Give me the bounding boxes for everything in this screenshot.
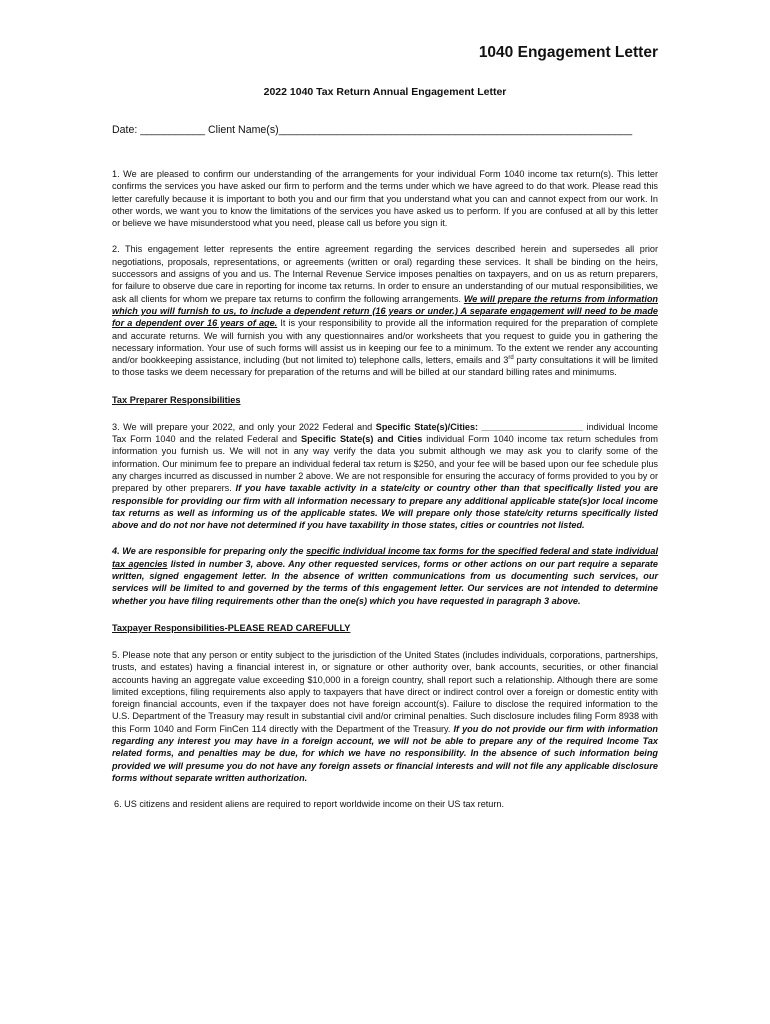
specific-states-cities-label: Specific State(s) and Cities <box>301 434 423 445</box>
paragraph-2 <box>112 243 658 378</box>
date-field[interactable]: Date: ___________ <box>112 124 206 136</box>
paragraph-1: 1. We are pleased to confirm our understanding of the arrangements for your individual Form 1040 income tax return(s). This letter confirms the services you have asked our firm to perform and the terms under which we have agreed to do that work. Please read this letter carefully because it is important to both you and our firm that you understand what you can and cannot expect from our work. In other words, we want you to know the limitations of the services you have asked us to perform. If you are confused at all by this letter or believe we have misunderstood what you need, please call us before you sign it. <box>112 169 658 229</box>
document-title: 1040 Engagement Letter <box>478 44 658 61</box>
engagement-letter-page <box>112 44 658 824</box>
client-name-field[interactable]: Client Name(s)____________________________________________________________ <box>205 124 633 136</box>
paragraph-2-text-d: party consultations it will be limited to those tasks we deem necessary for preparation of the returns and will be billed at our standard billing rates and minimums. <box>112 355 658 378</box>
ordinal-superscript: rd <box>508 355 514 362</box>
letter-subtitle: 2022 1040 Tax Return Annual Engagement Letter <box>263 86 507 98</box>
paragraph-4 <box>112 545 658 606</box>
paragraph-4-text-c: listed in number 3, above. Any other requested services, forms or other actions on our part require a separate written, signed engagement letter. In the absence of written communications from us documenting such services, our services will be limited to and governed by the terms of this engagement letter. Our services are not intended to determine whether you have filing requirements other than the one(s) which you have requested in paragraph 3 above. <box>112 558 659 606</box>
paragraph-3 <box>112 421 658 532</box>
paragraph-2-text-a: 2. This engagement letter represents the entire agreement regarding the services described herein and supersedes all prior negotiations, proposals, representations, or agreements (written or oral) regarding these services. It shall be binding on the heirs, successors and assigns of you and us. The Internal Revenue Service imposes penalties on taxpayers, and on us as return preparers, for failure to observe due care in reporting for income tax returns. In order to ensure an understanding of our mutual responsibilities, we ask all clients for whom we prepare tax returns to confirm the following arrangements. <box>112 244 658 304</box>
foreign-account-notice: If you do not provide our firm with information regarding any interest you may have in a foreign account, we will not be able to prepare any of the required Income Tax related forms, and penalties may be due, for which we have no responsibility. In the absence of such information being provided we will presume you do not have any foreign assets or financial interests and will not file any applicable disclosure forms without separate written authorization. <box>112 723 658 783</box>
paragraph-5 <box>112 649 658 784</box>
paragraph-3-text-a: 3. We will prepare your 2022, and only your 2022 Federal and <box>112 421 376 432</box>
date-client-line <box>112 124 658 136</box>
heading-taxpayer-responsibilities: Taxpayer Responsibilities-PLEASE READ CAREFULLY <box>112 622 351 633</box>
dependent-return-notice: We will prepare the returns from information which you will furnish to us, to include a dependent return (16 years or under.) A separate engagement will need to be made for a dependent over 16 years of age. <box>112 293 658 329</box>
paragraph-2-text-c: It is your responsibility to provide all the information required for the preparation of complete and accurate returns. We will furnish you with any questionnaires and/or worksheets that you request to guide you in gathering the necessary information. Your use of such forms will assist us in keeping our fee to a minimum. To the extent we render any accounting and/or bookkeeping assistance, including (but not limited to) telephone calls, letters, emails and 3 <box>112 318 659 366</box>
paragraph-6: 6. US citizens and resident aliens are required to report worldwide income on their US tax return. <box>114 799 505 810</box>
paragraph-5-text-a: 5. Please note that any person or entity subject to the jurisdiction of the United States (includes individuals, corporations, partnerships, trusts, and estates) having a financial interest in, or signature or other authority over, bank accounts, securities, or other financial accounts having an aggregate value exceeding $10,000 in a foreign country, shall report such a relationship. Although there are some limited exceptions, filing requirements also apply to taxpayers that have direct or indirect control over a foreign or domestic entity with foreign financial accounts, even if the taxpayer does not have foreign account(s). Failure to disclose the required information to the U.S. Department of the Treasury may result in substantial civil and/or criminal penalties. Such disclosure includes filing Form 8938 with this Form 1040 and Form FinCen 114 directly with the Department of the Treasury. <box>112 649 658 734</box>
paragraph-3-text-e: individual Form 1040 income tax return schedules from information you furnish us. We will not in any way verify the data you submit although we may ask you to clarify some of the information. Our minimum fee to prepare an individual federal tax return is $250, and your fee will be based upon our fee schedule plus any charges incurred as discussed in number 2 above. We are not responsible for ensuring the accuracy of forms provided to you by or prepared by other preparers. <box>112 434 658 494</box>
specific-states-cities-field[interactable]: Specific State(s)/Cities: ____________________ <box>375 421 584 432</box>
taxable-activity-notice: If you have taxable activity in a state/city or country other than that specifically listed you are responsible for providing our firm with all information necessary to prepare any additional applicable state(s)or local income tax returns as well as informing us of the applicable states. We will prepare only those state/city returns specifically listed above and do not nor have not determined if you have taxability in those states, cities or countries not listed. <box>112 483 658 531</box>
specific-forms-notice: specific individual income tax forms for the specified federal and state individual tax agencies <box>112 546 658 569</box>
paragraph-4-text-a: 4. We are responsible for preparing only the <box>112 546 307 557</box>
paragraph-3-text-c: individual Income Tax Form 1040 and the related Federal and <box>112 421 658 445</box>
heading-tax-preparer-responsibilities: Tax Preparer Responsibilities <box>112 394 241 405</box>
